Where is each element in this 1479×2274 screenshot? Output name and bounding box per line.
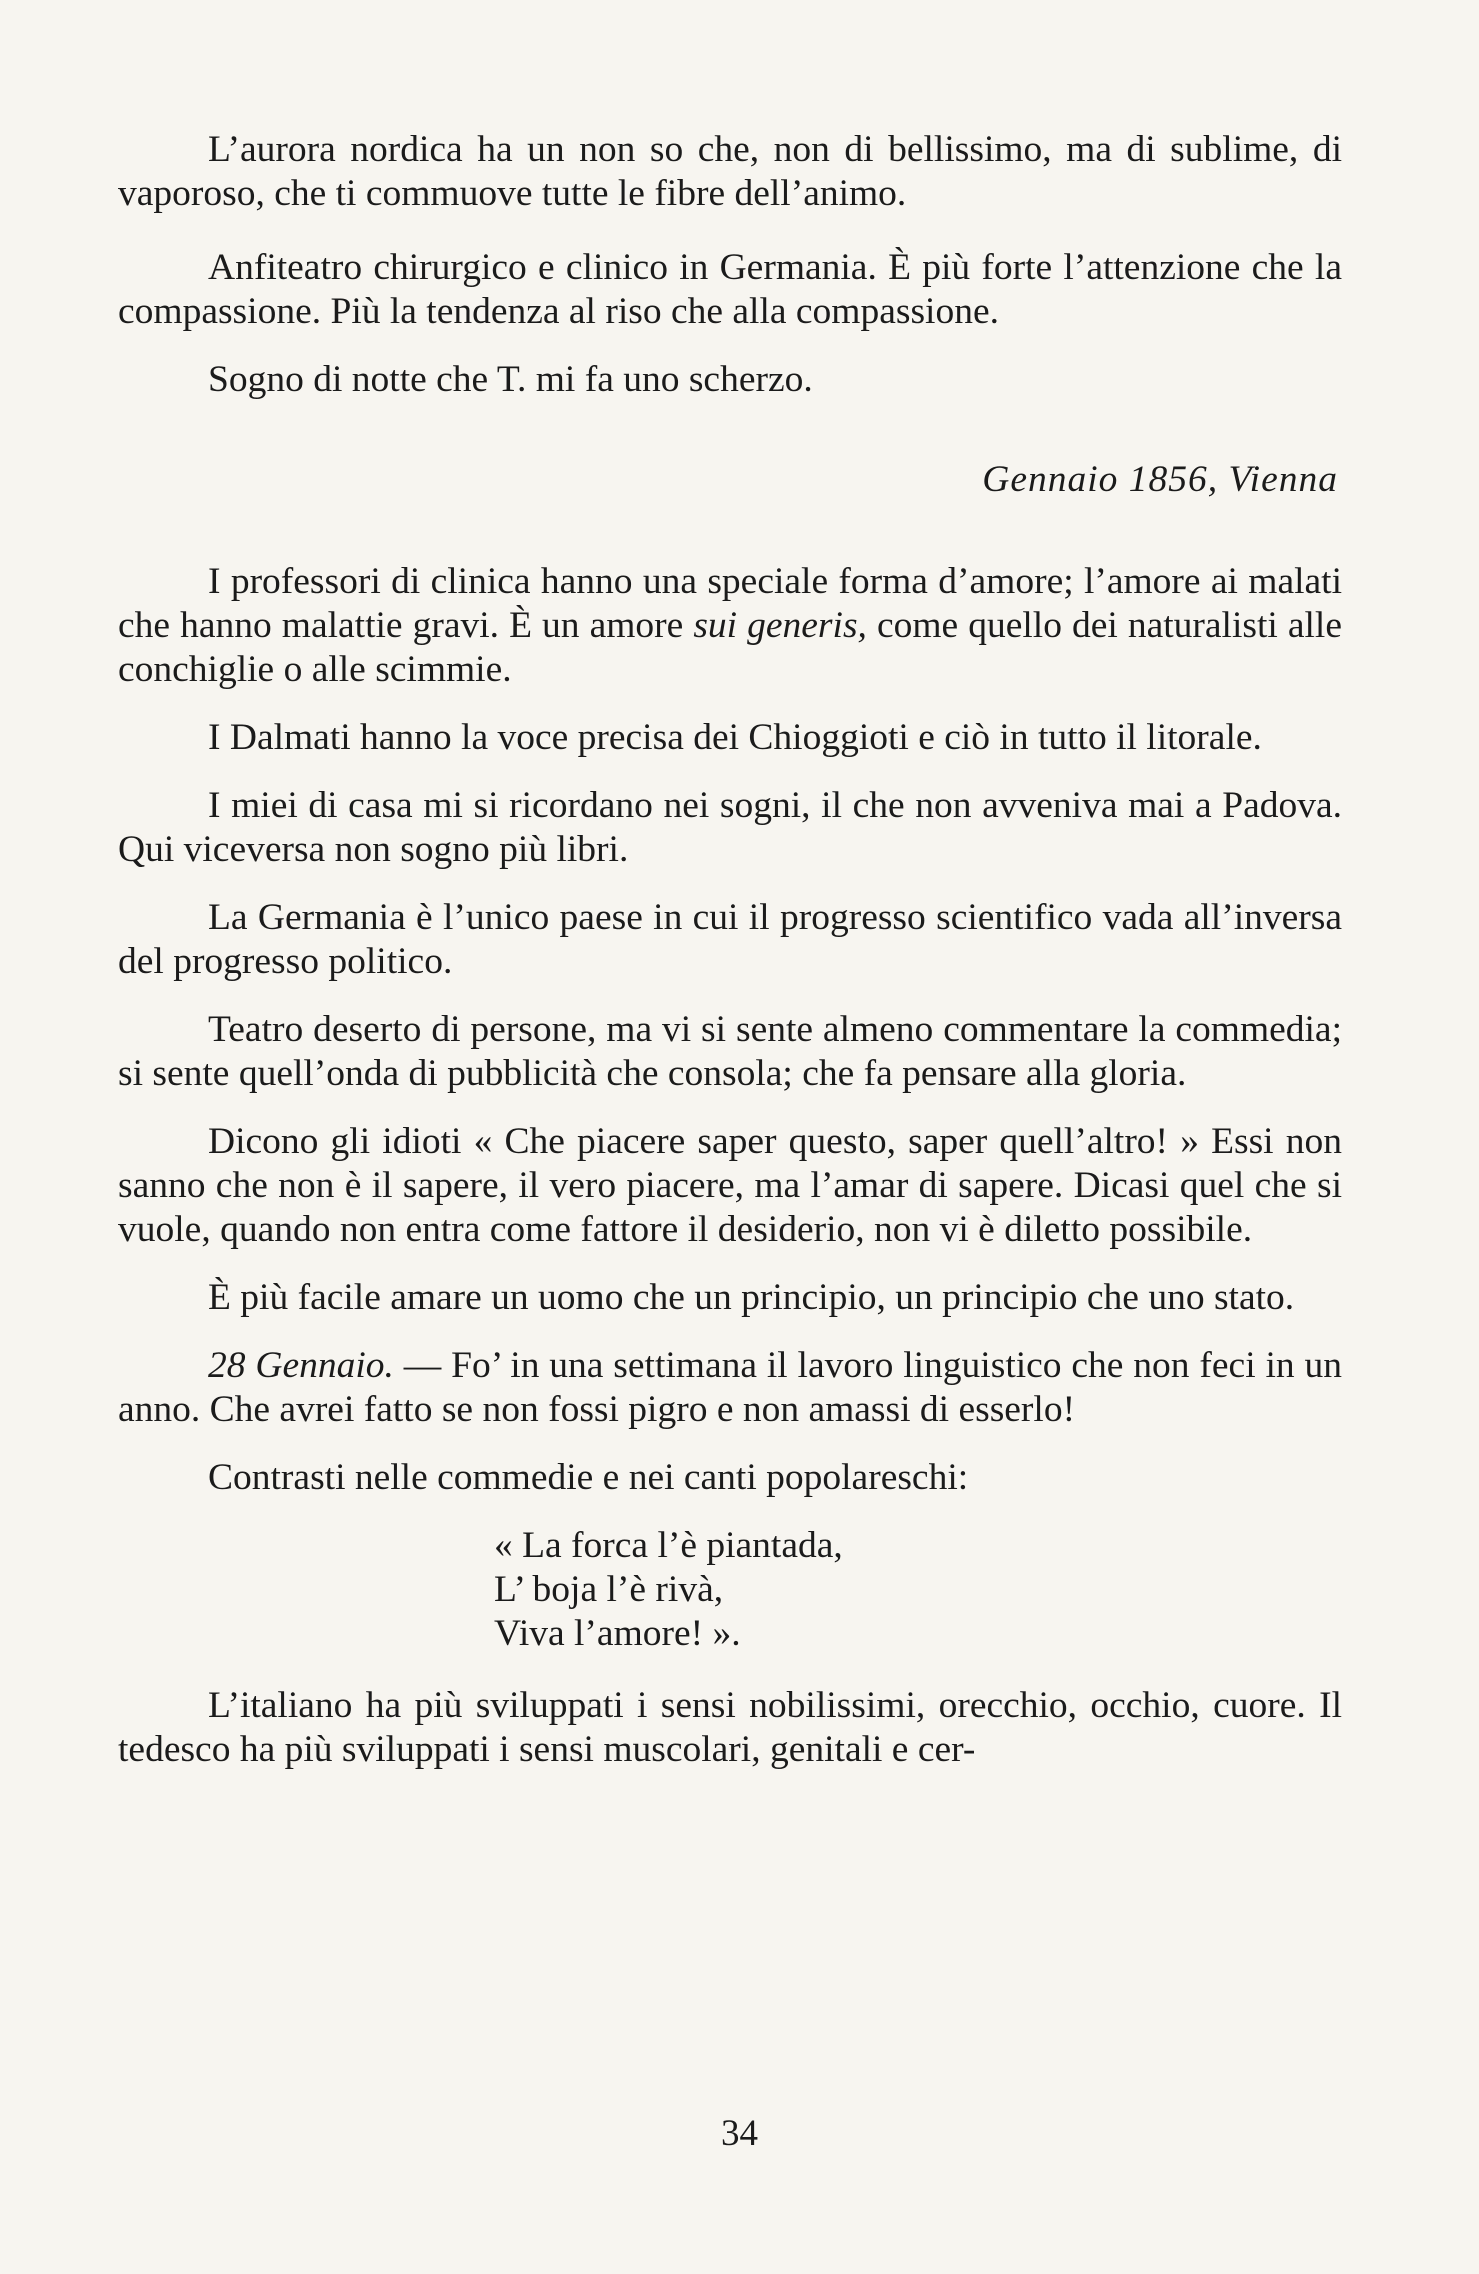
verse-line: L’ boja l’è rivà, bbox=[494, 1569, 724, 1610]
paragraph-uomo-principio: È più facile amare un uomo che un principio, un principio che uno stato. bbox=[208, 1277, 1295, 1318]
paragraph-idioti: Dicono gli idioti « Che piacere saper questo, saper quell’altro! » Essi non sanno che non è il sapere, il vero piacere, ma l’amar di sapere. Dicasi quel che si vuole, quando non entra come fattore il desiderio, non vi è diletto possibile. bbox=[118, 1121, 1342, 1250]
paragraph-contrasti: Contrasti nelle commedie e nei canti popolareschi: bbox=[208, 1457, 969, 1498]
paragraph-sogni: I miei di casa mi si ricordano nei sogni, il che non avveniva mai a Padova. Qui viceversa non sogno più libri. bbox=[118, 785, 1342, 870]
paragraph-professori bbox=[118, 560, 1342, 692]
paragraph-dalmati: I Dalmati hanno la voce precisa dei Chioggioti e ciò in tutto il litorale. bbox=[208, 717, 1262, 758]
page-number: 34 bbox=[721, 2113, 758, 2154]
paragraph-germania: La Germania è l’unico paese in cui il progresso scientifico vada all’inversa del progresso politico. bbox=[118, 897, 1342, 982]
entry-date: 28 Gennaio. bbox=[208, 1345, 394, 1386]
paragraph-sogno: Sogno di notte che T. mi fa uno scherzo. bbox=[208, 359, 813, 400]
sui-generis-emphasis: sui generis, bbox=[693, 605, 867, 646]
page-body bbox=[118, 128, 1342, 1796]
verse-line: « La forca l’è piantada, bbox=[494, 1525, 843, 1566]
verse-line: Viva l’amore! ». bbox=[494, 1613, 741, 1654]
paragraph-anfiteatro: Anfiteatro chirurgico e clinico in Germania. È più forte l’attenzione che la compassione. Più la tendenza al riso che alla compassione. bbox=[118, 247, 1342, 332]
paragraph-28-gennaio bbox=[118, 1344, 1342, 1432]
paragraph-italiano-tedesco: L’italiano ha più sviluppati i sensi nobilissimi, orecchio, occhio, cuore. Il tedesco ha più sviluppati i sensi muscolari, genitali e cer- bbox=[118, 1685, 1342, 1770]
paragraph-aurora: L’aurora nordica ha un non so che, non di bellissimo, ma di sublime, di vaporoso, che ti commuove tutte le fibre dell’animo. bbox=[118, 129, 1342, 214]
paragraph-professori-text-a: I professori di clinica hanno una speciale forma d’amore; l’amore ai malati che hanno malattie gravi. È un amore bbox=[118, 561, 1342, 646]
entry-text: — Fo’ in una settimana il lavoro linguistico che non feci in un anno. Che avrei fatto se non fossi pigro e non amassi di esserlo! bbox=[118, 1345, 1342, 1430]
paragraph-professori-text-b: come quello dei naturalisti alle conchiglie o alle scimmie. bbox=[118, 605, 1342, 690]
paragraph-teatro: Teatro deserto di persone, ma vi si sente almeno commentare la commedia; si sente quell’onda di pubblicità che consola; che fa pensare alla gloria. bbox=[118, 1009, 1342, 1094]
dateline-heading: Gennaio 1856, Vienna bbox=[982, 459, 1338, 500]
verse-block bbox=[494, 1524, 1342, 1656]
